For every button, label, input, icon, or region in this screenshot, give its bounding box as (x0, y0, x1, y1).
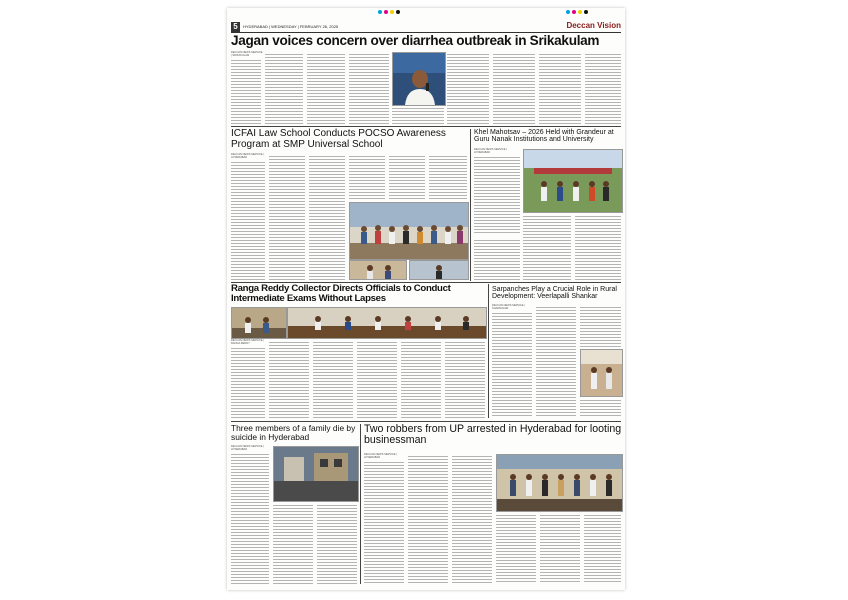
ranga-text-col-3 (313, 340, 353, 418)
page-number: 5 (231, 22, 240, 32)
lead-text-col-5 (392, 106, 444, 124)
suicide-photo (273, 446, 359, 502)
icfai-text-col-1 (231, 160, 265, 280)
icfai-photo-right (409, 260, 469, 280)
icfai-photo-left (349, 260, 407, 280)
lead-text-col-9 (585, 52, 621, 124)
icfai-text-col-2 (269, 154, 305, 280)
robbers-text-col-1 (364, 460, 404, 584)
robbers-text-col-2 (408, 454, 448, 584)
rule-below-ranga (231, 421, 621, 422)
robbers-text-col-4 (496, 513, 536, 584)
robbers-headline: Two robbers from UP arrested in Hyderabad for looting businessman (364, 423, 622, 447)
icfai-byline: DECCAN NEWS SERVICE | HYDERABAD (231, 153, 264, 159)
suicide-text-col-2 (273, 503, 313, 584)
suicide-text-col-3 (317, 503, 357, 584)
lead-text-col-1 (231, 58, 261, 124)
khel-text-col-1 (474, 155, 520, 235)
registration-marks-right (565, 10, 589, 16)
khel-text-col-3 (575, 214, 621, 280)
sarpanch-byline: DECCAN NEWS SERVICE | SHADNAGAR (492, 304, 525, 310)
ranga-text-col-2 (269, 340, 309, 418)
lead-photo (392, 52, 446, 106)
khel-text-col-2 (523, 214, 571, 280)
suicide-headline: Three members of a family die by suicide in Hyderabad (231, 423, 356, 442)
newspaper-page (227, 8, 625, 590)
ranga-meeting-photo (287, 307, 487, 339)
sarpanch-text-col-3 (580, 305, 621, 347)
lead-byline: DECCAN NEWS SERVICE | SRIKAKULAM (231, 51, 263, 57)
ranga-text-col-4 (357, 340, 397, 418)
robbers-text-col-6 (584, 513, 621, 584)
icfai-text-col-3 (309, 154, 345, 280)
rule-vertical-sarpanch (488, 284, 489, 418)
lead-headline: Jagan voices concern over diarrhea outbreak in Srikakulam (231, 33, 600, 48)
robbers-text-col-5 (540, 513, 580, 584)
ranga-headline: Ranga Reddy Collector Directs Officials to Conduct Intermediate Exams Without Lapses (231, 283, 451, 304)
robbers-photo (496, 454, 623, 512)
khel-byline: DECCAN NEWS SERVICE | HYDERABAD (474, 148, 507, 154)
icfai-headline: ICFAI Law School Conducts POCSO Awareness Program at SMP Universal School (231, 128, 446, 150)
sarpanch-text-col-2 (536, 305, 576, 418)
khel-photo (523, 149, 623, 213)
sarpanch-photo (580, 349, 623, 397)
masthead-brand: Deccan Vision (566, 21, 621, 30)
ranga-byline: DECCAN NEWS SERVICE | RANGA REDDY (231, 339, 264, 345)
registration-marks-left (377, 10, 401, 16)
ranga-photo-left (231, 307, 287, 339)
suicide-text-col-1 (231, 452, 269, 584)
sarpanch-text-col-4 (580, 398, 621, 418)
sarpanch-headline: Sarpanches Play a Crucial Role in Rural Development: Veerlapalli Shankar (492, 286, 617, 301)
icfai-group-photo (349, 202, 469, 260)
icfai-text-col-4 (349, 154, 385, 200)
lead-text-col-2 (265, 52, 303, 124)
rule-vertical-khel (470, 129, 471, 281)
lead-text-col-4 (349, 52, 389, 124)
lead-text-col-3 (307, 52, 345, 124)
khel-text-col-4 (474, 238, 520, 280)
lead-text-col-6 (447, 52, 489, 124)
icfai-text-col-5 (389, 154, 425, 200)
lead-text-col-7 (493, 52, 535, 124)
page-header (231, 22, 621, 33)
suicide-byline: DECCAN NEWS SERVICE | HYDERABAD (231, 445, 264, 451)
ranga-text-col-1 (231, 346, 265, 418)
ranga-text-col-6 (445, 340, 485, 418)
sarpanch-text-col-1 (492, 311, 532, 418)
robbers-byline: DECCAN NEWS SERVICE | HYDERABAD (364, 453, 397, 459)
icfai-text-col-6 (429, 154, 467, 200)
rule-below-lead (231, 126, 621, 127)
robbers-text-col-3 (452, 454, 492, 584)
khel-headline: Khel Mahotsav – 2026 Held with Grandeur at Guru Nanak Institutions and University (474, 129, 614, 144)
dateline: HYDERABAD | WEDNESDAY | FEBRUARY 26, 2025 (243, 24, 339, 29)
ranga-text-col-5 (401, 340, 441, 418)
lead-text-col-8 (539, 52, 581, 124)
rule-vertical-robbers (360, 424, 361, 584)
